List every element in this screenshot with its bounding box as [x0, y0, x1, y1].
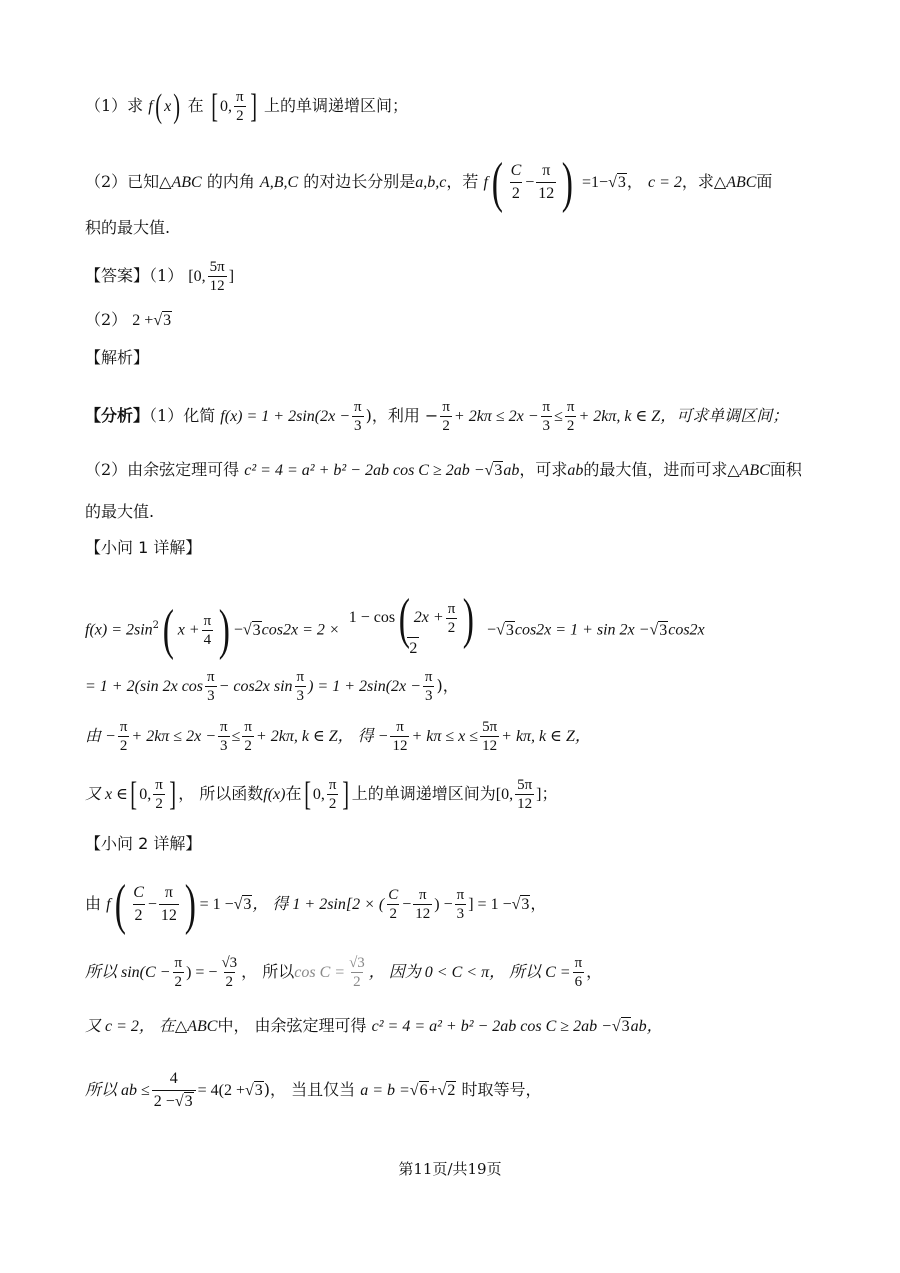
question-2: （2）已知△ABC 的内角 A,B,C 的对边长分别是a,b,c，若 f( $\frac{C}{2}$ − $\frac{\pi}{12}$ ) =1−√3， c = 2，求△ABC面 — [85, 151, 773, 214]
equation-3: 由 − $\frac{\pi}{2}$ + 2kπ ≤ 2x − $\frac{\pi}{3}$ ≤ $\frac{\pi}{2}$ + 2kπ, k ∈ Z， 得 − $\frac{\pi}{12}$ + kπ ≤ x ≤ $\frac{5\pi}{12}$ + kπ, k ∈ Z， — [85, 719, 591, 754]
equation-4: 又 x ∈[ 0, $\frac{\pi}{2}$ ] ， 所以函数f(x)在[ 0, $\frac{\pi}{2}$ ] 上的单调递增区间为[0, $\frac{5\pi}{12}$ ]； — [85, 775, 558, 813]
answer-1: 【答案】（1） [0, $\frac{5\pi}{12}$ ] — [85, 259, 235, 294]
equation-1: $f(x) = 2\sin^2$( x + $\frac{\pi}{4}$ ) −√3cos2x = 2 × 1 − cos( 2x + $\frac{\pi}{2}$ ) 2 −√3cos2x = 1 + sin 2x −√3cos2x — [85, 587, 705, 661]
analysis-2-cont: 的最大值. — [85, 502, 155, 521]
question-2-cont: 积的最大值. — [85, 218, 171, 237]
analysis-tag: 【解析】 — [85, 348, 150, 367]
page-footer: 第11页/共19页 — [398, 1160, 502, 1178]
analysis-1: 【分析】（1）化简 f(x) = 1 + 2sin(2x − $\frac{\pi}{3}$ )，利用 − $\frac{\pi}{2}$ + 2kπ ≤ 2x − $\frac{\pi}{3}$ ≤ $\frac{\pi}{2}$ + 2kπ, k ∈ Z，可求单调区间； — [85, 399, 789, 434]
equation-2: = 1 + 2(sin 2x cos $\frac{\pi}{3}$ − cos2x sin $\frac{\pi}{3}$ ) = 1 + 2sin(2x − $\frac{\pi}{3}$ )， — [85, 669, 459, 704]
sub-question-1-tag: 【小问 1 详解】 — [85, 538, 202, 557]
analysis-2: （2）由余弦定理可得 c² = 4 = a² + b² − 2ab cos C ≥ 2ab −√3ab，可求ab的最大值，进而可求△ABC面积 — [85, 460, 802, 479]
equation-5: 由 f( $\frac{C}{2}$ − $\frac{\pi}{12}$ ) = 1 −√3， 得 1 + 2sin[2 × ( $\frac{C}{2}$ − $\frac{\pi}{12}$ ) − $\frac{\pi}{3}$ ] = 1 −√3， — [85, 873, 547, 936]
equation-6: 所以 sin(C − $\frac{\pi}{2}$ ) = − $\frac{√3}{2}$ ， 所以cos C = $\frac{√3}{2}$ ， 因为 0 < C < π， 所以 C = $\frac{\pi}{6}$ ， — [85, 955, 603, 990]
answer-2: （2） 2 +√3 — [85, 310, 172, 329]
equation-8: 所以 ab ≤ $\frac{4}{2 -√3}$ = 4(2 +√3)， 当且仅当 a = b =√6+√2 时取等号， — [85, 1068, 830, 1113]
sub-question-2-tag: 【小问 2 详解】 — [85, 834, 202, 853]
equation-7: 又 c = 2， 在△ABC中， 由余弦定理可得 c² = 4 = a² + b² − 2ab cos C ≥ 2ab −√3ab， — [85, 1016, 663, 1035]
question-1: （1）求 f( x) 在 [ 0, $\frac{\pi}{2}$ ] 上的单调递增区间； — [85, 87, 409, 125]
